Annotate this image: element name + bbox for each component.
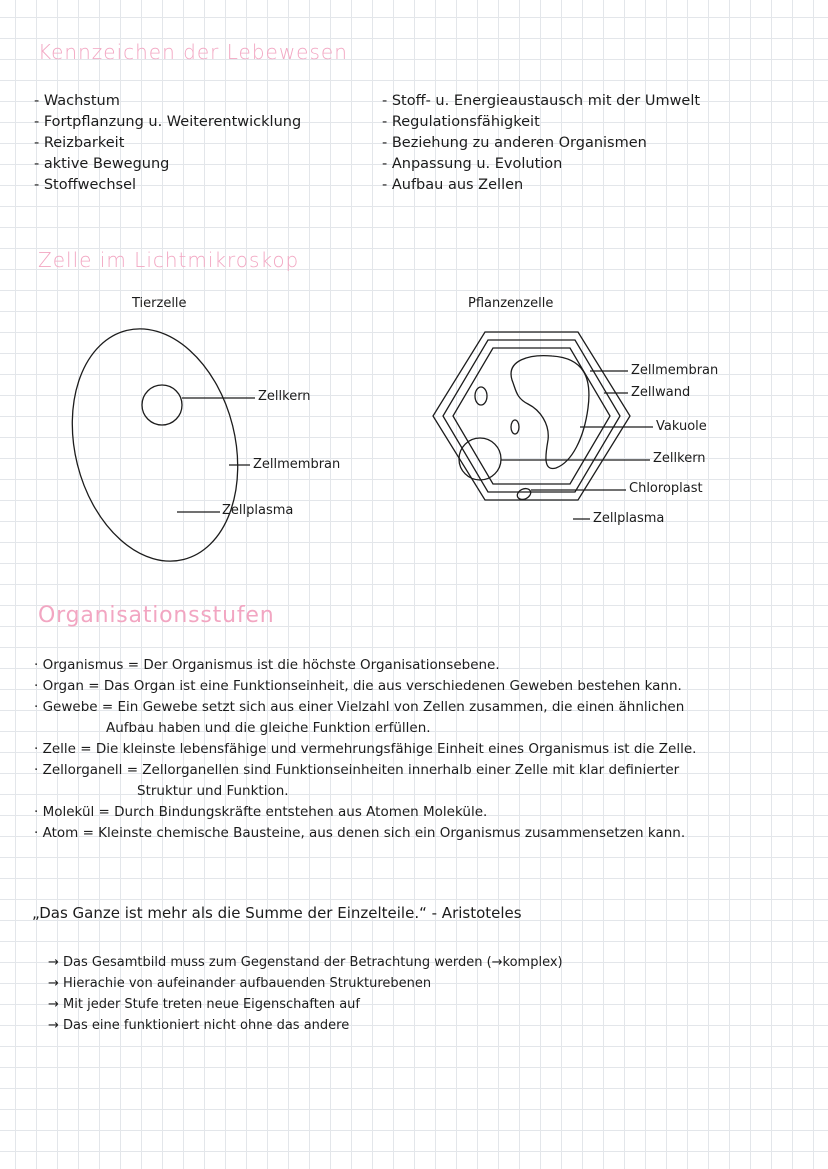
list-item: - Aufbau aus Zellen	[382, 177, 524, 193]
list-item: · Gewebe = Ein Gewebe setzt sich aus einer Vielzahl von Zellen zusammen, die einen ähnlichen	[34, 699, 685, 715]
label-plant-wall: Zellwand	[631, 385, 691, 400]
label-plant-nucleus: Zellkern	[653, 451, 706, 466]
list-item-continuation: Aufbau haben und die gleiche Funktion erfüllen.	[106, 720, 431, 736]
list-item: → Das Gesamtbild muss zum Gegenstand der Betrachtung werden (→komplex)	[48, 955, 563, 970]
label-plant-membrane: Zellmembran	[631, 363, 719, 378]
chloroplast	[511, 420, 519, 434]
list-item: - Stoff- u. Energieaustausch mit der Umwelt	[382, 93, 701, 109]
label-plant-chloroplast: Chloroplast	[629, 481, 703, 496]
list-item: → Hierachie von aufeinander aufbauenden Strukturebenen	[48, 976, 432, 991]
section-title-zelle: Zelle im Lichtmikroskop	[38, 248, 300, 272]
plant-cell-title: Pflanzenzelle	[468, 296, 554, 311]
list-item: - Anpassung u. Evolution	[382, 156, 563, 172]
list-item: - Beziehung zu anderen Organismen	[382, 135, 647, 151]
label-plant-plasma: Zellplasma	[593, 511, 665, 526]
plant-cell-vacuole	[511, 356, 589, 469]
list-item: · Organ = Das Organ ist eine Funktionseinheit, die aus verschiedenen Geweben bestehen kann.	[34, 678, 682, 694]
list-item: - Reizbarkeit	[34, 135, 125, 151]
plant-cell-nucleus	[459, 438, 501, 480]
list-item: - Fortpflanzung u. Weiterentwicklung	[34, 114, 302, 130]
list-item: · Molekül = Durch Bindungskräfte entstehen aus Atomen Moleküle.	[34, 804, 488, 820]
list-item: · Atom = Kleinste chemische Bausteine, aus denen sich ein Organismus zusammensetzen kann.	[34, 825, 686, 841]
list-item: · Zelle = Die kleinste lebensfähige und vermehrungsfähige Einheit eines Organismus ist die Zelle.	[34, 741, 697, 757]
organisationsstufen-list	[34, 655, 696, 844]
animal-cell-title: Tierzelle	[132, 296, 187, 311]
chloroplast	[475, 387, 487, 405]
list-item: → Mit jeder Stufe treten neue Eigenschaften auf	[48, 997, 360, 1012]
quote-points	[48, 952, 563, 1036]
label-plant-vacuole: Vakuole	[656, 419, 707, 434]
list-item: - Stoffwechsel	[34, 177, 137, 193]
label-animal-nucleus: Zellkern	[258, 389, 311, 404]
section-title-organisationsstufen: Organisationsstufen	[38, 603, 275, 628]
animal-cell-nucleus	[142, 385, 182, 425]
list-item: → Das eine funktioniert nicht ohne das andere	[48, 1018, 350, 1033]
list-item: · Organismus = Der Organismus ist die höchste Organisationsebene.	[34, 657, 500, 673]
list-item: - Regulationsfähigkeit	[382, 114, 540, 130]
chloroplast	[516, 487, 533, 502]
aristoteles-quote: „Das Ganze ist mehr als die Summe der Einzelteile.“ - Aristoteles	[32, 904, 522, 922]
label-animal-membrane: Zellmembran	[253, 457, 341, 472]
list-item: - aktive Bewegung	[34, 156, 170, 172]
label-animal-plasma: Zellplasma	[222, 503, 294, 518]
section-title-kennzeichen: Kennzeichen der Lebewesen	[38, 40, 348, 64]
list-item: - Wachstum	[34, 93, 120, 109]
list-item-continuation: Struktur und Funktion.	[137, 783, 289, 799]
list-item: · Zellorganell = Zellorganellen sind Funktionseinheiten innerhalb einer Zelle mit klar definierter	[34, 762, 680, 778]
animal-cell-membrane	[49, 311, 261, 579]
